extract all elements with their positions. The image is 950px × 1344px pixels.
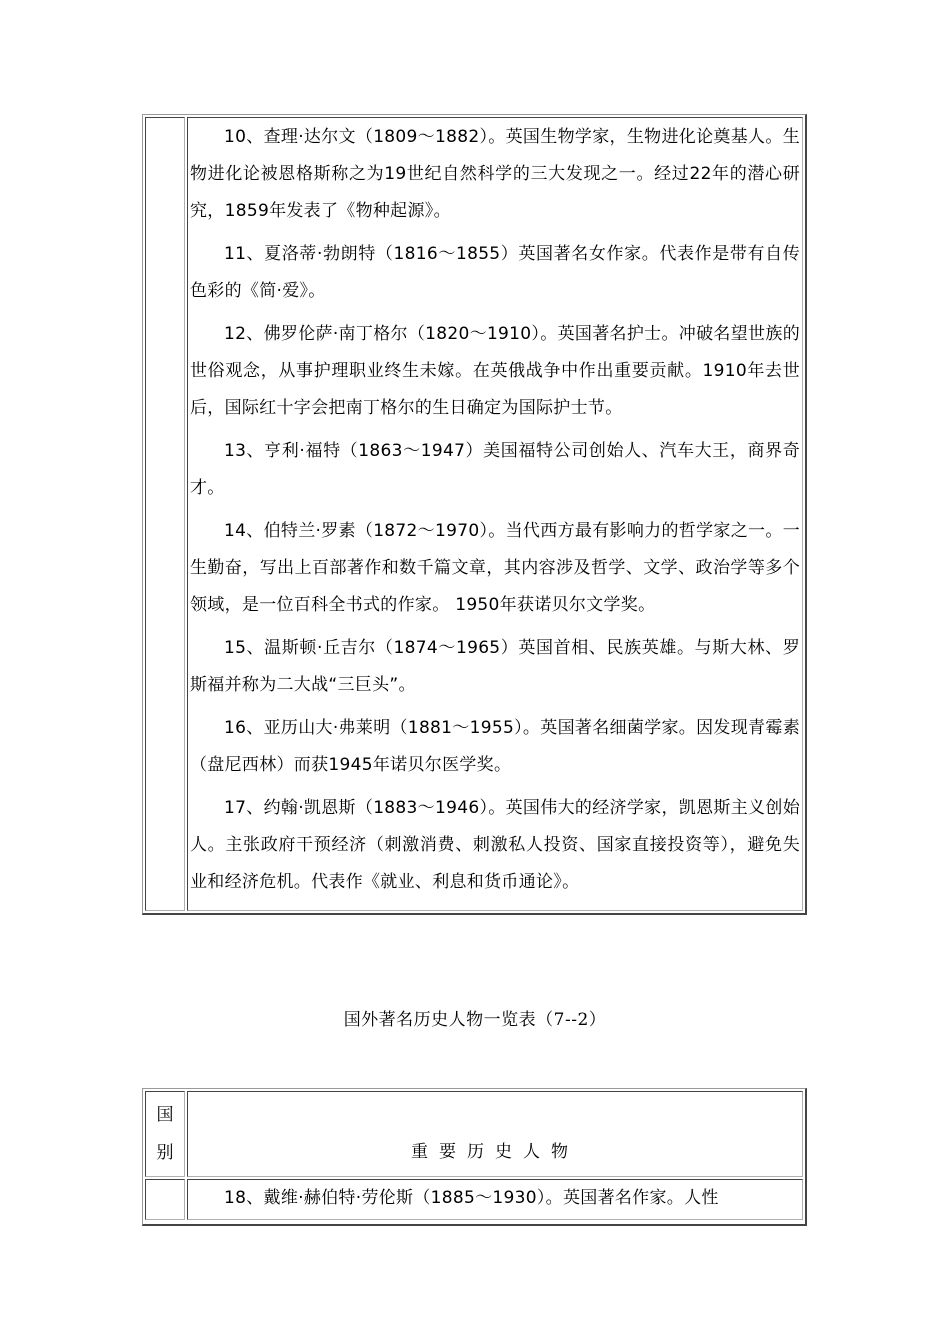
people-cell xyxy=(187,1179,803,1220)
entry-lawrence: 18、戴维·赫伯特·劳伦斯（1885～1930）。英国著名作家。人性 xyxy=(224,1188,719,1208)
people-table-bottom xyxy=(142,1088,807,1226)
entry-churchill: 15、温斯顿·丘吉尔（1874～1965）英国首相、民族英雄。与斯大林、罗斯福并称为二大战“三巨头”。 xyxy=(190,638,800,695)
entry-fleming: 16、亚历山大·弗莱明（1881～1955）。英国著名细菌学家。因发现青霉素（盘尼西林）而获1945年诺贝尔医学奖。 xyxy=(190,718,800,775)
table-caption: 国外著名历史人物一览表（7--2） xyxy=(343,1010,607,1030)
country-cell xyxy=(145,117,185,911)
header-people-cell xyxy=(187,1091,803,1177)
entry-darwin: 10、查理·达尔文（1809～1882）。英国生物学家，生物进化论奠基人。生物进化论被恩格斯称之为19世纪自然科学的三大发现之一。经过22年的潜心研究，1859年发表了《物种起源》。 xyxy=(190,127,800,221)
entry-nightingale: 12、佛罗伦萨·南丁格尔（1820～1910）。英国著名护士。冲破名望世族的世俗观念，从事护理职业终生未嫁。在英俄战争中作出重要贡献。1910年去世后，国际红十字会把南丁格尔的生日确定为国际护士节。 xyxy=(190,324,800,418)
entry-bronte: 11、夏洛蒂·勃朗特（1816～1855）英国著名女作家。代表作是带有自传色彩的《简·爱》。 xyxy=(190,244,800,301)
header-people-label: 重要历史人物 xyxy=(411,1142,579,1162)
people-table-top xyxy=(142,114,807,915)
entry-ford: 13、亨利·福特（1863～1947）美国福特公司创始人、汽车大王，商界奇才。 xyxy=(190,441,800,498)
header-country-char-1: 国 xyxy=(156,1105,174,1125)
country-cell xyxy=(145,1179,185,1220)
entry-keynes: 17、约翰·凯恩斯（1883～1946）。英国伟大的经济学家，凯恩斯主义创始人。主张政府干预经济（刺激消费、刺激私人投资、国家直接投资等），避免失业和经济危机。代表作《就业、利息和货币通论》。 xyxy=(190,798,800,892)
people-cell xyxy=(187,117,803,911)
header-country-char-2: 别 xyxy=(156,1143,174,1163)
header-country-cell xyxy=(145,1091,185,1177)
entry-russell: 14、伯特兰·罗素（1872～1970）。当代西方最有影响力的哲学家之一。一生勤奋，写出上百部著作和数千篇文章，其内容涉及哲学、文学、政治学等多个领域，是一位百科全书式的作家。 1950年获诺贝尔文学奖。 xyxy=(190,521,800,615)
